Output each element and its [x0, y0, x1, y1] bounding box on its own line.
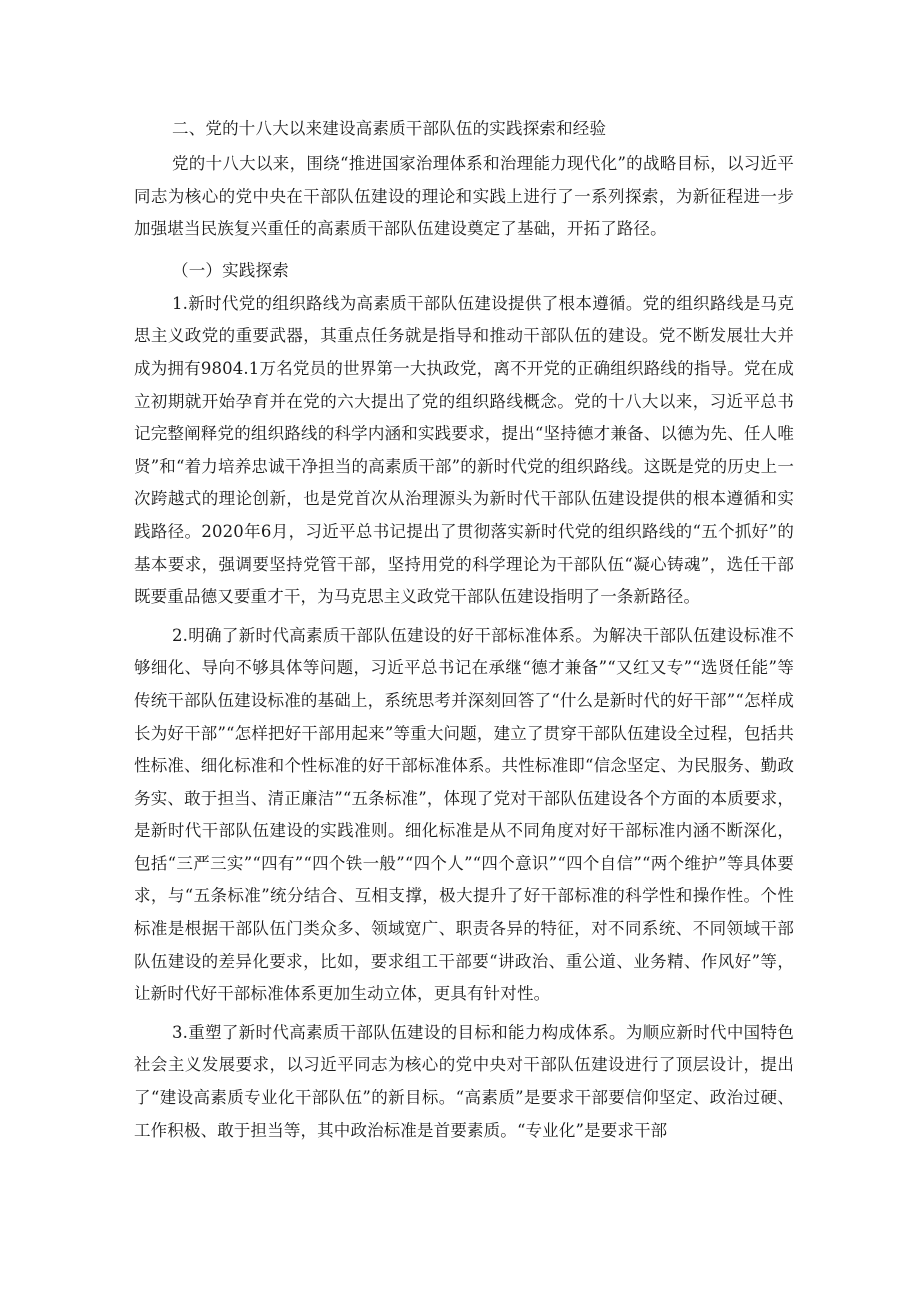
paragraph-1: 1.新时代党的组织路线为高素质干部队伍建设提供了根本遵循。党的组织路线是马克思主义政党的重要武器，其重点任务就是指导和推动干部队伍的建设。党不断发展壮大并成为拥有9804.1万名党员的世界第一大执政党，离不开党的正确组织路线的指导。党在成立初期就开始孕育并在党的六大提出了党的组织路线概念。党的十八大以来，习近平总书记完整阐释党的组织路线的科学内涵和实践要求，提出“坚持德才兼备、以德为先、任人唯贤”和“着力培养忠诚干净担当的高素质干部”的新时代党的组织路线。这既是党的历史上一次跨越式的理论创新，也是党首次从治理源头为新时代干部队伍建设提供的根本遵循和实践路径。2020年6月，习近平总书记提出了贯彻落实新时代党的组织路线的“五个抓好”的基本要求，强调要坚持党管干部，坚持用党的科学理论为干部队伍“凝心铸魂”，选任干部既要重品德又要重才干，为马克思主义政党干部队伍建设指明了一条新路径。 [134, 293, 794, 607]
subsection-heading: （一）实践探索 [172, 260, 289, 280]
intro-paragraph: 党的十八大以来，围绕“推进国家治理体系和治理能力现代化”的战略目标，以习近平同志为核心的党中央在干部队伍建设的理论和实践上进行了一系列探索，为新征程进一步加强堪当民族复兴重任的高素质干部队伍建设奠定了基础，开拓了路径。 [134, 154, 794, 239]
section-heading: 二、党的十八大以来建设高素质干部队伍的实践探索和经验 [172, 119, 607, 138]
document-body [134, 112, 794, 1153]
paragraph-3: 3.重塑了新时代高素质干部队伍建设的目标和能力构成体系。为顺应新时代中国特色社会主义发展要求，以习近平同志为核心的党中央对干部队伍建设进行了顶层设计，提出了“建设高素质专业化干部队伍”的新目标。“高素质”是要求干部要信仰坚定、政治过硬、工作积极、敢于担当等，其中政治标准是首要素质。“专业化”是要求干部 [134, 1022, 794, 1140]
paragraph-2: 2.明确了新时代高素质干部队伍建设的好干部标准体系。为解决干部队伍建设标准不够细化、导向不够具体等问题，习近平总书记在承继“德才兼备”“又红又专”“选贤任能”等传统干部队伍建设标准的基础上，系统思考并深刻回答了“什么是新时代的好干部”“怎样成长为好干部”“怎样把好干部用起来”等重大问题，建立了贯穿干部队伍建设全过程，包括共性标准、细化标准和个性标准的好干部标准体系。共性标准即“信念坚定、为民服务、勤政务实、敢于担当、清正廉洁”“五条标准”，体现了党对干部队伍建设各个方面的本质要求，是新时代干部队伍建设的实践准则。细化标准是从不同角度对好干部标准内涵不断深化，包括“三严三实”“四有”“四个铁一般”“四个人”“四个意识”“四个自信”“两个维护”等具体要求，与“五条标准”统分结合、互相支撑，极大提升了好干部标准的科学性和操作性。个性标准是根据干部队伍门类众多、领域宽广、职责各异的特征，对不同系统、不同领域干部队伍建设的差异化要求，比如，要求组工干部要“讲政治、重公道、业务精、作风好”等，让新时代好干部标准体系更加生动立体，更具有针对性。 [134, 625, 794, 1004]
